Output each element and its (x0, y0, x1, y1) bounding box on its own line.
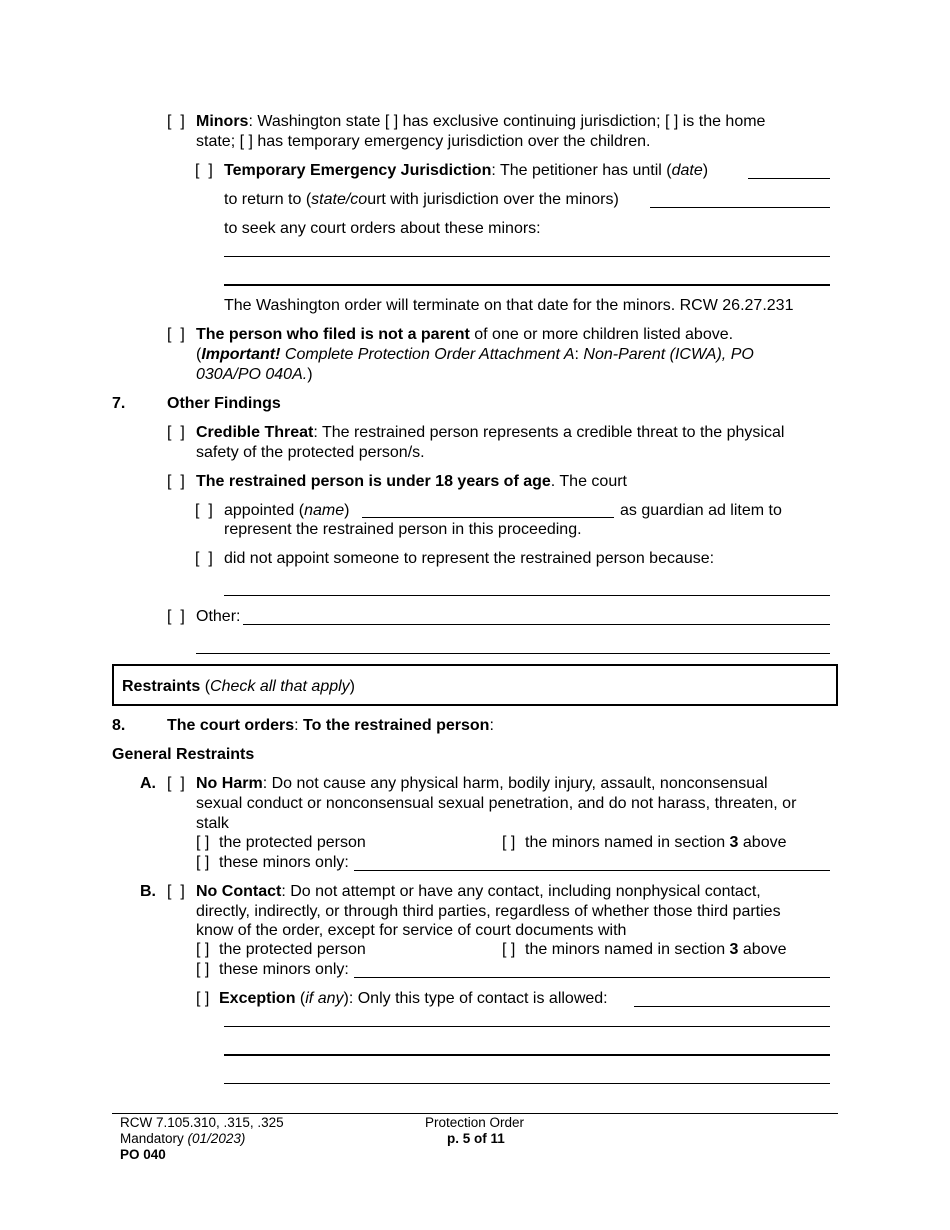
restraints-heading (122, 677, 355, 697)
exception-field-line-3[interactable] (224, 1054, 830, 1056)
no-harm-these-field-line[interactable] (354, 870, 830, 871)
no-contact-line-3: know of the order, except for service of court documents with (196, 922, 627, 939)
np-close: ) (307, 366, 313, 383)
no-contact-text-1: : Do not attempt or have any contact, including nonphysical contact, (281, 883, 761, 900)
exception-label: Exception (219, 990, 296, 1007)
temp-emergency-line-3: to seek any court orders about these minors: (224, 220, 541, 237)
appointed-a: appointed ( (224, 502, 305, 519)
no-contact-protected-label: the protected person (219, 941, 366, 958)
exception-field-line-4[interactable] (224, 1083, 830, 1084)
np-colon: : (574, 346, 584, 363)
nonparent-checkbox[interactable]: [ ] (167, 326, 185, 343)
footer-page-number: p. 5 of 11 (447, 1131, 505, 1146)
restraints-heading-box (112, 664, 838, 706)
nonparent-line-3 (196, 365, 313, 385)
no-contact-line-2: directly, indirectly, or through third parties, regardless of whether those third parties (196, 903, 781, 920)
appointed-name-label: name (304, 502, 345, 519)
temp-date-label: date (671, 162, 703, 179)
other-label: Other: (196, 608, 241, 625)
footer-rcw: RCW 7.105.310, .315, .325 (120, 1115, 284, 1130)
item-b-letter: B. (140, 883, 156, 900)
footer-form-number: PO 040 (120, 1147, 166, 1162)
nonparent-line-2 (196, 345, 754, 365)
under-18-checkbox[interactable]: [ ] (167, 473, 185, 490)
appointed-guardian-text: as guardian ad litem to (620, 502, 782, 519)
nonparent-rest: of one or more children listed above. (469, 326, 734, 343)
no-contact-these-label: these minors only: (219, 961, 349, 978)
no-contact-minors-checkbox[interactable]: [ ] (502, 941, 516, 958)
date-field-line[interactable] (748, 178, 830, 179)
state-court-field-line[interactable] (650, 207, 830, 208)
no-harm-protected-label: the protected person (219, 834, 366, 851)
no-harm-label: No Harm (196, 775, 263, 792)
nonparent-line-1 (196, 325, 733, 345)
terminate-text: The Washington order will terminate on that date for the minors. RCW 26.27.231 (224, 297, 794, 314)
minors-label: Minors (196, 113, 249, 130)
other-field-line-1[interactable] (243, 624, 830, 625)
temp-emergency-checkbox[interactable]: [ ] (195, 162, 213, 179)
temp-emergency-line-1 (224, 161, 708, 181)
no-harm-line-1 (196, 774, 768, 794)
minors-checkbox[interactable]: [ ] (167, 113, 185, 130)
footer-title: Protection Order (425, 1115, 525, 1130)
exception-field-line-1[interactable] (634, 1006, 830, 1007)
np-italic2: Non-Parent (ICWA), PO (583, 346, 754, 363)
not-appoint-checkbox[interactable]: [ ] (195, 550, 213, 567)
footer-divider (112, 1113, 838, 1114)
restraints-italic: Check all that apply (210, 678, 350, 695)
temp-text-a: : The petitioner has until ( (491, 162, 672, 179)
temp-text-b: ) (702, 162, 709, 179)
temp-emergency-label: Temporary Emergency Jurisdiction (224, 162, 492, 179)
section-8-number: 8. (112, 717, 126, 734)
under-18-rest: . The court (550, 473, 627, 490)
no-harm-line-2: sexual conduct or nonconsensual sexual penetration, and do not harass, threaten, or (196, 795, 797, 812)
minors-line-2: state; [ ] has temporary emergency jurisdiction over the children. (196, 133, 651, 150)
exception-line: Exception (if any): Only this type of contact is allowed: (219, 990, 608, 1007)
no-contact-minors-label: the minors named in section 3 above (525, 941, 787, 958)
guardian-name-field-line[interactable] (362, 517, 614, 518)
court-orders-field-line-2[interactable] (224, 284, 830, 286)
no-harm-these-label: these minors only: (219, 854, 349, 871)
appointed-checkbox[interactable]: [ ] (195, 502, 213, 519)
no-contact-protected-checkbox[interactable]: [ ] (196, 941, 210, 958)
no-harm-text-1: : Do not cause any physical harm, bodily injury, assault, nonconsensual (262, 775, 768, 792)
under-18-line (196, 472, 627, 492)
np-important: Important! (201, 346, 281, 363)
no-harm-these-checkbox[interactable]: [ ] (196, 854, 210, 871)
item-a-letter: A. (140, 775, 156, 792)
np-italic: Complete Protection Order Attachment A (280, 346, 575, 363)
appointed-line-1 (224, 501, 349, 521)
minors-line-1 (196, 112, 765, 132)
other-checkbox[interactable]: [ ] (167, 608, 185, 625)
nonparent-label: The person who filed is not a parent (196, 326, 470, 343)
no-contact-label: No Contact (196, 883, 282, 900)
exception-checkbox[interactable]: [ ] (196, 990, 210, 1007)
temp-l2-a: to return to ( (224, 191, 312, 208)
restraints-close: ) (349, 678, 355, 695)
credible-threat-label: Credible Threat (196, 424, 314, 441)
restraints-label: Restraints (122, 678, 201, 695)
no-contact-line-1 (196, 882, 761, 902)
np-l3-italic: 030A/PO 040A. (196, 366, 308, 383)
general-restraints-heading: General Restraints (112, 746, 255, 763)
minors-text-1: : Washington state [ ] has exclusive continuing jurisdiction; [ ] is the home (248, 113, 766, 130)
not-appoint-text: did not appoint someone to represent the restrained person because: (224, 550, 715, 567)
no-harm-checkbox[interactable]: [ ] (167, 775, 185, 792)
temp-l2-italic: state/co (311, 191, 368, 208)
credible-threat-line-2: safety of the protected person/s. (196, 444, 425, 461)
credible-text: : The restrained person represents a credible threat to the physical (313, 424, 785, 441)
no-contact-these-checkbox[interactable]: [ ] (196, 961, 210, 978)
section-7-title: Other Findings (167, 395, 281, 412)
temp-l2-b: urt with jurisdiction over the minors) (367, 191, 619, 208)
no-contact-these-field-line[interactable] (354, 977, 830, 978)
credible-threat-checkbox[interactable]: [ ] (167, 424, 185, 441)
section-8-title: The court orders: To the restrained person: (167, 717, 494, 734)
np-open: ( (196, 346, 202, 363)
no-contact-checkbox[interactable]: [ ] (167, 883, 185, 900)
temp-emergency-line-2 (224, 190, 619, 210)
exception-field-line-2[interactable] (224, 1026, 830, 1027)
credible-threat-line-1 (196, 423, 784, 443)
appointed-line-2: represent the restrained person in this proceeding. (224, 521, 582, 538)
no-harm-minors-checkbox[interactable]: [ ] (502, 834, 516, 851)
other-field-line-2[interactable] (196, 653, 830, 654)
restraints-open: ( (200, 678, 211, 695)
no-harm-minors-label: the minors named in section 3 above (525, 834, 787, 851)
no-harm-line-3: stalk (196, 815, 229, 832)
no-harm-protected-checkbox[interactable]: [ ] (196, 834, 210, 851)
appointed-b: ) (344, 502, 350, 519)
footer-mandatory: Mandatory (01/2023) (120, 1131, 246, 1146)
section-7-number: 7. (112, 395, 126, 412)
under-18-label: The restrained person is under 18 years of age (196, 473, 551, 490)
court-orders-field-line-1[interactable] (224, 256, 830, 257)
not-appoint-reason-field-line[interactable] (224, 595, 830, 596)
